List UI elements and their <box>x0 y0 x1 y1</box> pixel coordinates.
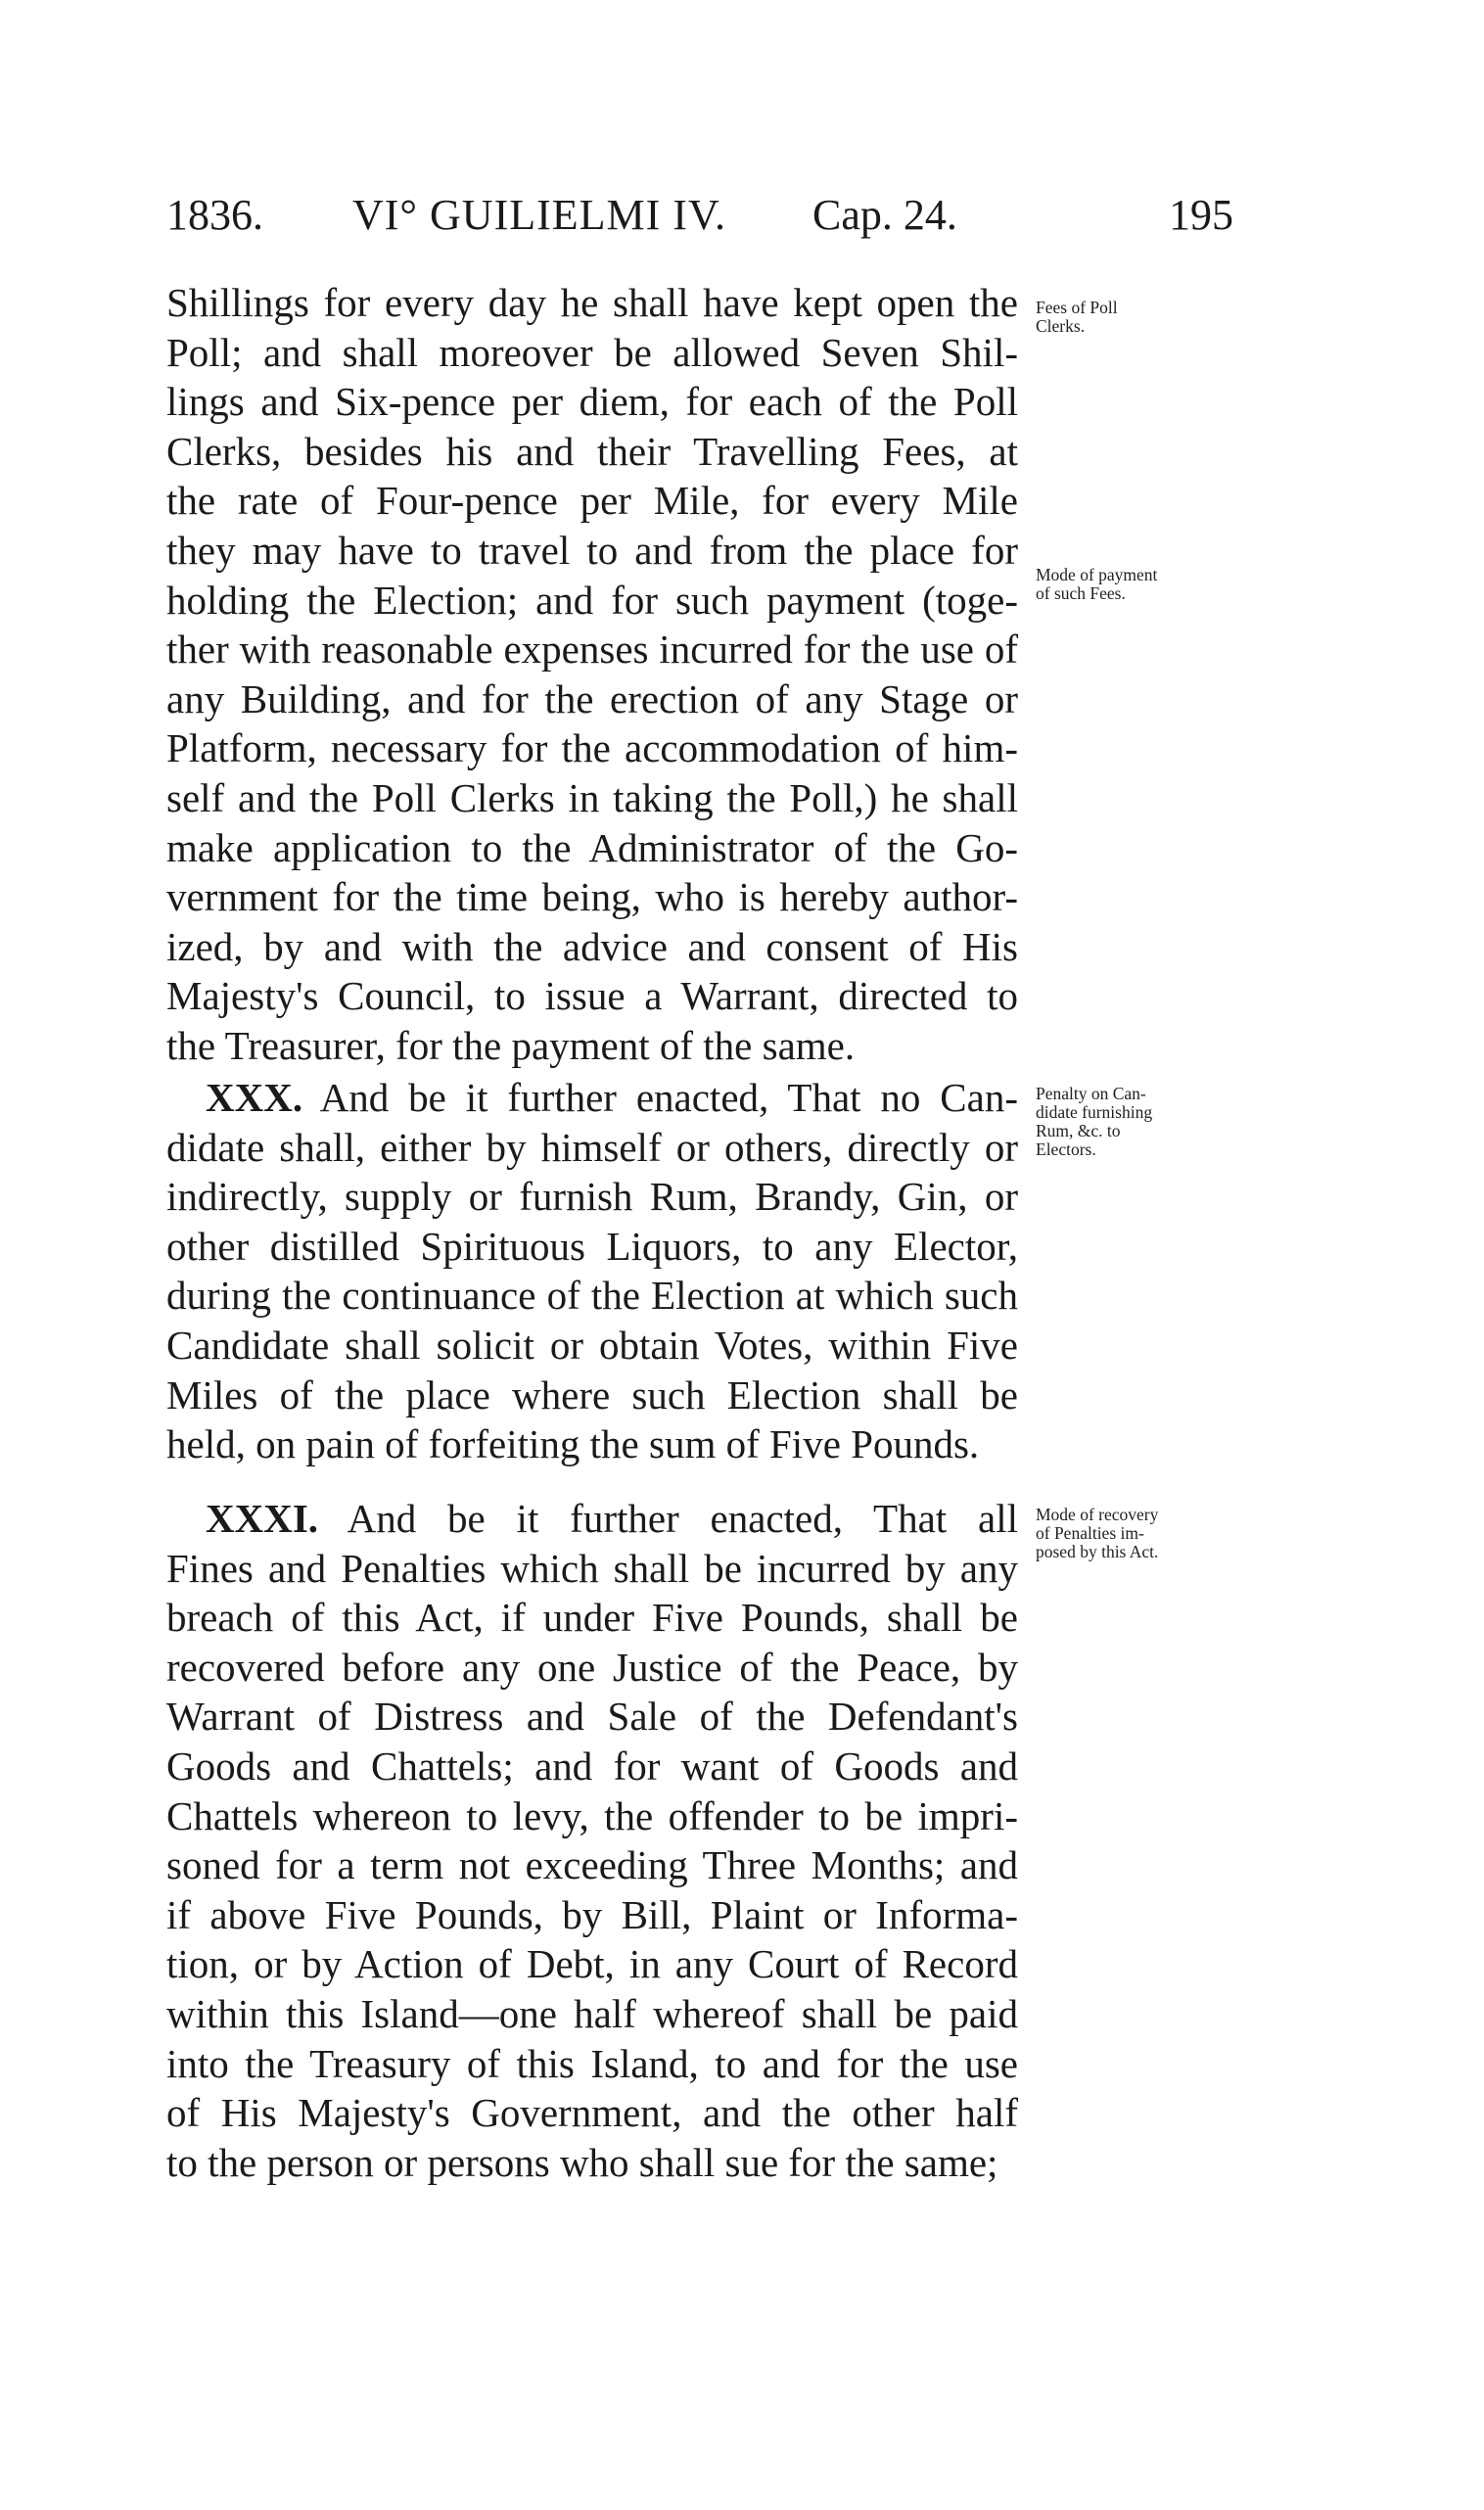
text-line <box>166 1494 1018 1544</box>
margin-note-line: Mode of payment <box>1036 565 1158 584</box>
text-line: they may have to travel to and from the place for <box>166 527 1018 573</box>
text-line: into the Treasury of this Island, to and for the use <box>166 2040 1018 2086</box>
margin-note-line: Rum, &c. to <box>1036 1121 1121 1140</box>
text-line: of His Majesty's Government, and the other half <box>166 2090 1018 2136</box>
section-number: XXX. <box>206 1075 303 1120</box>
text-line: within this Island—one half whereof shall be paid <box>166 1990 1018 2036</box>
paragraph-continued <box>166 278 1018 1071</box>
text-line: Clerks, besides his and their Travelling Fees, at <box>166 428 1018 474</box>
text-line: recovered before any one Justice of the Peace, by <box>166 1644 1018 1690</box>
text-line: during the continuance of the Election at which such <box>166 1273 1018 1319</box>
text-line: held, on pain of forfeiting the sum of Five Pounds. <box>166 1421 980 1467</box>
margin-note-line: Clerks. <box>1036 316 1086 336</box>
margin-note-line: of Penalties im- <box>1036 1523 1144 1543</box>
text-line: Miles of the place where such Election shall be <box>166 1371 1018 1418</box>
margin-note-fees <box>1036 299 1231 336</box>
section-xxx <box>166 1073 1018 1469</box>
text-line: tion, or by Action of Debt, in any Court of Record <box>166 1941 1018 1987</box>
text-line: ther with reasonable expenses incurred for the use of <box>166 627 1018 673</box>
section-xxxi <box>166 1494 1018 2187</box>
text-line: lings and Six-pence per diem, for each of the Poll <box>166 379 1018 425</box>
text-line: Platform, necessary for the accommodation of him- <box>166 725 1018 771</box>
text-line: Candidate shall solicit or obtain Votes, within Five <box>166 1322 1018 1368</box>
text-line: Shillings for every day he shall have kept open the <box>166 280 1018 325</box>
page-number: 195 <box>1169 191 1233 239</box>
section-first-line: And be it further enacted, That all <box>318 1496 1018 1541</box>
text-line: vernment for the time being, who is hereby author- <box>166 874 1018 920</box>
text-line: Warrant of Distress and Sale of the Defendant's <box>166 1694 1018 1740</box>
text-line: to the person or persons who shall sue for the same; <box>166 2139 998 2185</box>
text-line: holding the Election; and for such payment (toge- <box>166 577 1018 623</box>
text-line: ized, by and with the advice and consent of His <box>166 923 1018 969</box>
text-line: if above Five Pounds, by Bill, Plaint or Informa- <box>166 1891 1018 1937</box>
margin-note-line: Fees of Poll <box>1036 298 1118 317</box>
text-line: any Building, and for the erection of any Stage or <box>166 675 1018 721</box>
text-line: other distilled Spirituous Liquors, to any Elector, <box>166 1223 1018 1269</box>
margin-note-penalty <box>1036 1085 1231 1159</box>
margin-note-line: Electors. <box>1036 1139 1096 1159</box>
text-line: the Treasurer, for the payment of the same. <box>166 1022 856 1068</box>
text-line: Chattels whereon to levy, the offender to be impri- <box>166 1792 1018 1838</box>
text-line: Goods and Chattels; and for want of Goods and <box>166 1743 1018 1789</box>
text-line: Majesty's Council, to issue a Warrant, directed to <box>166 973 1018 1019</box>
text-line <box>166 1073 1018 1123</box>
section-number: XXXI. <box>206 1496 319 1541</box>
text-line: Fines and Penalties which shall be incurred by any <box>166 1545 1018 1591</box>
margin-note-line: didate furnishing <box>1036 1102 1153 1122</box>
text-line: breach of this Act, if under Five Pounds, shall be <box>166 1595 1018 1641</box>
margin-note-line: of such Fees. <box>1036 583 1126 603</box>
margin-note-line: Penalty on Can- <box>1036 1084 1146 1103</box>
margin-note-payment <box>1036 566 1231 603</box>
header-chapter: Cap. 24. <box>812 191 957 239</box>
margin-note-line: Mode of recovery <box>1036 1505 1159 1524</box>
text-line: Poll; and shall moreover be allowed Seven Shil- <box>166 329 1018 375</box>
text-line: didate shall, either by himself or others, directly or <box>166 1124 1018 1170</box>
text-line: the rate of Four-pence per Mile, for every Mile <box>166 478 1018 524</box>
section-first-line: And be it further enacted, That no Can- <box>302 1075 1018 1120</box>
margin-note-line: posed by this Act. <box>1036 1542 1159 1561</box>
margin-note-recovery <box>1036 1506 1231 1561</box>
header-year: 1836. <box>166 191 263 239</box>
text-line: soned for a term not exceeding Three Months; and <box>166 1842 1018 1888</box>
running-header <box>166 186 1233 245</box>
text-line: make application to the Administrator of the Go- <box>166 824 1018 870</box>
text-line: indirectly, supply or furnish Rum, Brandy, Gin, or <box>166 1174 1018 1220</box>
header-reign: VI° GUILIELMI IV. <box>352 191 727 239</box>
text-line: self and the Poll Clerks in taking the Poll,) he shall <box>166 774 1018 820</box>
